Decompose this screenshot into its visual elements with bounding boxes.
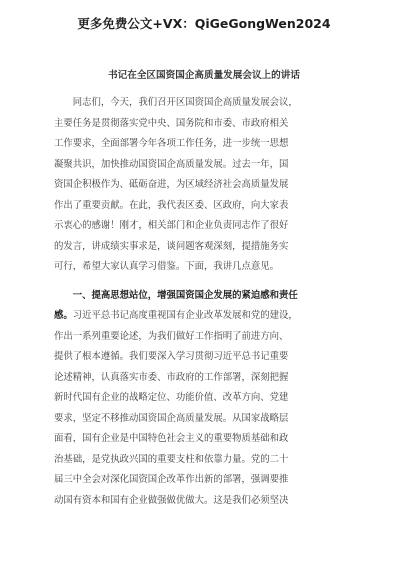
- text-line: 面看，国有企业是中国特色社会主义的重要物质基础和政: [54, 433, 289, 444]
- paragraph-section-one: [54, 286, 366, 512]
- section-heading-end: 感。: [54, 310, 73, 321]
- text-line: 同志们，今天，我们召开区国资国企高质量发展会议，: [54, 97, 298, 108]
- text-line: 作出一系列重要论述，为我们做好工作指明了前进方向、: [54, 330, 289, 342]
- text-line: 主要任务是贯彻落实党中央、国务院和市委、市政府相关: [54, 117, 289, 129]
- document-title: 书记在全区国资国企高质量发展会议上的讲话: [108, 70, 300, 81]
- text-line: 治基础，是党执政兴国的重要支柱和依靠力量。党的二十: [54, 453, 289, 465]
- text-line: [54, 306, 366, 327]
- text-line: 的发言，讲成绩实事求是，谈问题客观深刻，提措施务实: [54, 240, 289, 252]
- text-line: 新时代国有企业的战略定位、功能价值、改革方向、党建: [54, 392, 289, 403]
- text-line: 动国有资本和国有企业做强做优做大。这是我们必须坚决: [54, 494, 289, 506]
- text-line: 凝聚共识，加快推动国资国企高质量发展。过去一年，国: [54, 158, 289, 170]
- text-line: 工作要求，全面部署今年各项工作任务，进一步统一思想: [54, 138, 289, 149]
- paragraph-opening: [54, 93, 366, 278]
- text-line: 论述精神，认真落实市委、市政府的工作部署，深刻把握: [54, 371, 289, 383]
- text-line: 示衷心的感谢！刚才，相关部门和企业负责同志作了很好: [54, 220, 289, 231]
- section-heading: 一、提高思想站位，增强国资国企发展的紧迫感和责任: [54, 289, 298, 301]
- text-line: 资国企积极作为、砥砺奋进，为区域经济社会高质量发展: [54, 179, 289, 190]
- document-body: [54, 93, 366, 511]
- text-line: 可行，希望大家认真学习借鉴。下面，我讲几点意见。: [54, 261, 280, 272]
- text-line: 届三中全会对深化国资国企改革作出新的部署，强调要推: [54, 474, 289, 485]
- text-line: 提供了根本遵循。我们要深入学习贯彻习近平总书记重要: [54, 351, 289, 362]
- text-line: 要求，坚定不移推动国资国企高质量发展。从国家战略层: [54, 412, 289, 424]
- text-line: 作出了重要贡献。在此，我代表区委、区政府，向大家表: [54, 199, 289, 211]
- promo-banner: 更多免费公文+VX：QiGeGongWen2024: [77, 16, 331, 31]
- text-span: 习近平总书记高度重视国有企业改革发展和党的建设，: [72, 310, 298, 321]
